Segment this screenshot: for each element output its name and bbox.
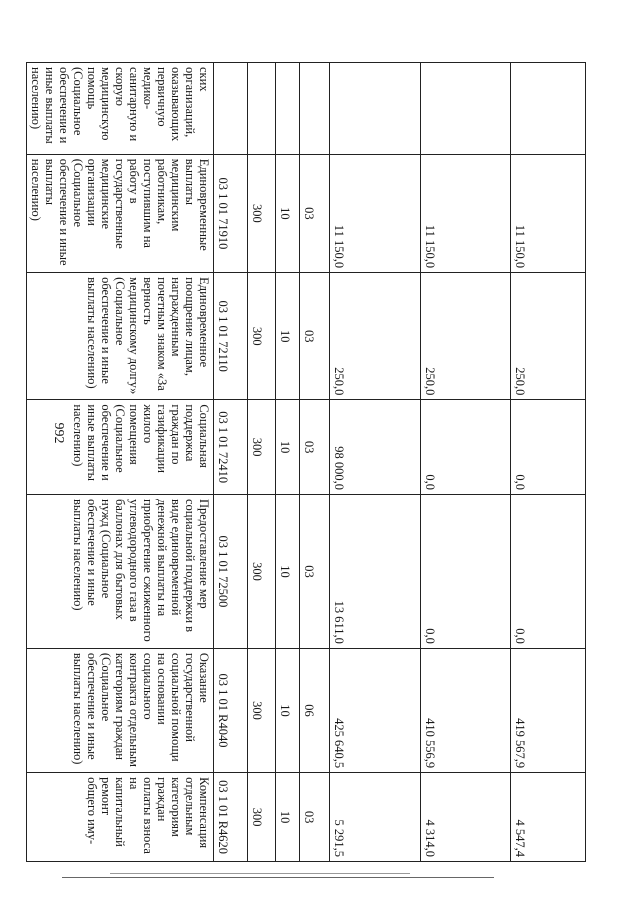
target-article-code-cell: 03 1 01 72110 [214,273,248,400]
budget-table-body [27,63,586,862]
amount-col-1-cell: 425 640,5 [330,648,421,772]
amount-col-3-cell: 0,0 [511,400,586,495]
target-article-code-cell: 03 1 01 72410 [214,400,248,495]
section-code-cell: 10 [276,273,300,400]
page-bottom-rule-secondary [110,873,410,874]
target-article-code-cell: 03 1 01 71910 [214,154,248,272]
subsection-code-cell: 06 [300,648,330,772]
field-row-code [214,63,248,862]
subsection-code-cell: 03 [300,400,330,495]
amount-col-2-cell: 0,0 [421,495,511,649]
section-code-cell: 10 [276,400,300,495]
expense-type-cell [248,63,276,155]
field-row-amount1 [330,63,421,862]
amount-col-3-cell [511,63,586,155]
field-row-section [276,63,300,862]
target-article-code-cell [214,63,248,155]
section-code-cell: 10 [276,648,300,772]
amount-col-3-cell: 4 547,4 [511,773,586,862]
amount-col-3-cell: 419 567,9 [511,648,586,772]
target-article-code-cell: 03 1 01 R4620 [214,773,248,862]
subsection-code-cell: 03 [300,773,330,862]
subsection-code-cell: 03 [300,154,330,272]
section-code-cell: 10 [276,495,300,649]
amount-col-3-cell: 11 150,0 [511,154,586,272]
description-cell: Единовременное поощрение лицам, награжденным почетным знаком «За верность медицинскому долгу» (Социальное обеспечение и иные выплаты населению) [27,273,214,400]
description-cell: Оказание государственной социальной помощи на основании социального контракта отдельным категориям граждан (Социальное обеспечение и иные выплаты населению) [27,648,214,772]
budget-table [26,62,586,862]
page-number: 992 [51,422,66,444]
amount-col-1-cell: 5 291,5 [330,773,421,862]
amount-col-1-cell: 11 150,0 [330,154,421,272]
expense-type-cell: 300 [248,773,276,862]
expense-type-cell: 300 [248,273,276,400]
description-cell: Предоставление мер социальной поддержки в виде единовременной денежной выплаты на приобретение сжиженного углеводородного газа в баллонах для бытовых нужд (Социальное обеспечение и иные выплаты населению) [27,495,214,649]
field-row-subsection [300,63,330,862]
expense-type-cell: 300 [248,495,276,649]
amount-col-2-cell [421,63,511,155]
amount-col-2-cell: 410 556,9 [421,648,511,772]
description-cell: ских организаций, оказывающих первичную медико-санитарную и скорую медицинскую помощь (Социальное обеспечение и иные выплаты населению) [27,63,214,155]
amount-col-1-cell: 13 611,0 [330,495,421,649]
field-row-group [248,63,276,862]
section-code-cell [276,63,300,155]
section-code-cell: 10 [276,773,300,862]
target-article-code-cell: 03 1 01 R4040 [214,648,248,772]
subsection-code-cell: 03 [300,495,330,649]
field-row-amount3 [511,63,586,862]
expense-type-cell: 300 [248,648,276,772]
description-cell: Компенсация отдельным категориям граждан оплаты взноса на капитальный ремонт общего иму- [27,773,214,862]
amount-col-2-cell: 0,0 [421,400,511,495]
amount-col-3-cell: 250,0 [511,273,586,400]
amount-col-2-cell: 4 314,0 [421,773,511,862]
description-cell: Единовременные выплаты медицинским работникам, поступившим на работу в государственные медицинские организации (Социальное обеспечение и иные выплаты населению) [27,154,214,272]
amount-col-3-cell: 0,0 [511,495,586,649]
section-code-cell: 10 [276,154,300,272]
subsection-code-cell [300,63,330,155]
page-bottom-rule [62,877,494,878]
amount-col-2-cell: 250,0 [421,273,511,400]
amount-col-1-cell: 250,0 [330,273,421,400]
description-cell: Социальная поддержка граждан по газификации жилого помещения (Социальное обеспечение и иные выплаты населению) [27,400,214,495]
field-row-description [27,63,214,862]
amount-col-1-cell [330,63,421,155]
expense-type-cell: 300 [248,154,276,272]
field-row-amount2 [421,63,511,862]
amount-col-1-cell: 98 000,0 [330,400,421,495]
expense-type-cell: 300 [248,400,276,495]
amount-col-2-cell: 11 150,0 [421,154,511,272]
target-article-code-cell: 03 1 01 72500 [214,495,248,649]
subsection-code-cell: 03 [300,273,330,400]
